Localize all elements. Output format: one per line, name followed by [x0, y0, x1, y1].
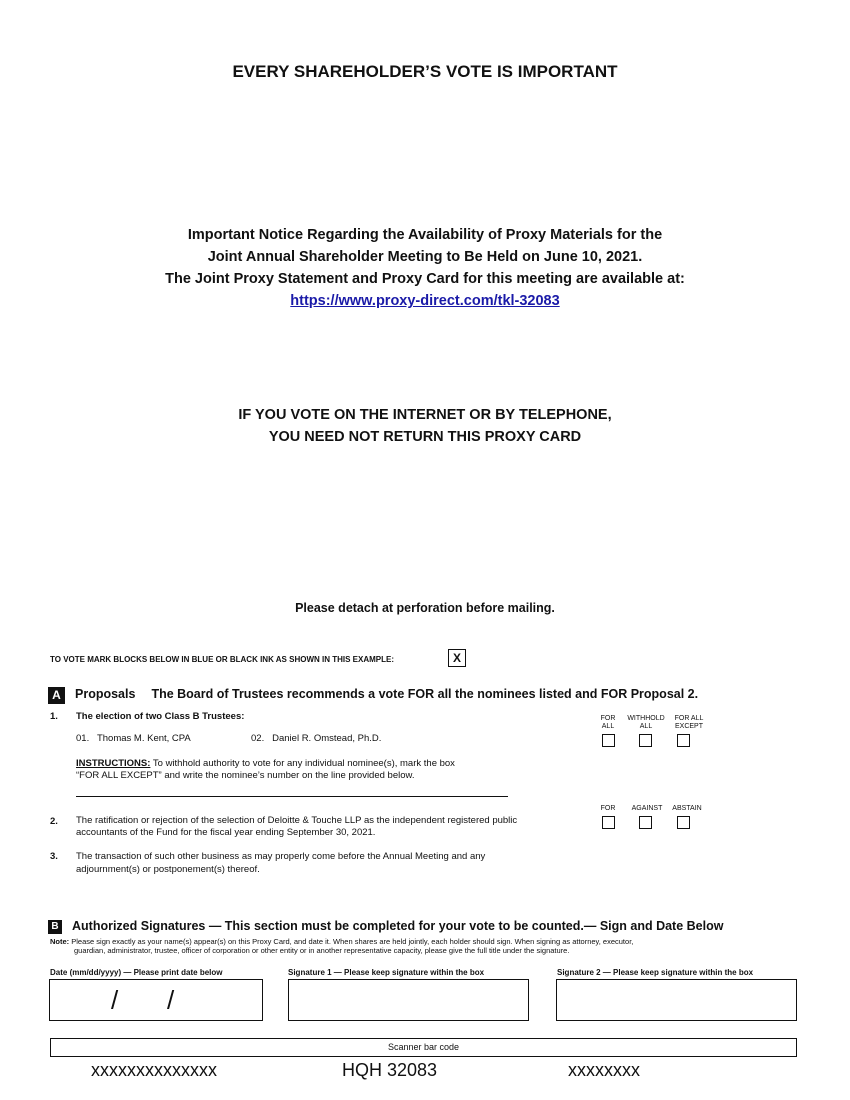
signature-2-box[interactable] [556, 979, 797, 1021]
nominee-2: 02. Daniel R. Omstead, Ph.D. [251, 733, 382, 744]
proposal-3-line-1: The transaction of such other business as may properly come before the Annual Meeting and any [76, 851, 486, 862]
proposal-3-text [76, 850, 566, 876]
proposal-3-line-2: adjournment(s) or postponement(s) thereof. [76, 864, 260, 875]
proposal-2-abstain-checkbox[interactable] [677, 816, 690, 829]
notice-line-2: Joint Annual Shareholder Meeting to Be Held on June 10, 2021. [207, 249, 643, 265]
page-title: EVERY SHAREHOLDER’S VOTE IS IMPORTANT [232, 62, 618, 81]
date-label: Date (mm/dd/yyyy) — Please print date below [50, 968, 223, 977]
proposals-header [75, 687, 698, 701]
vote-online-line-1: IF YOU VOTE ON THE INTERNET OR BY TELEPHONE, [238, 407, 612, 423]
proposal-1-number: 1. [50, 711, 58, 722]
detach-instruction: Please detach at perforation before mailing. [295, 601, 555, 615]
proposal-1-text: The election of two Class B Trustees: [76, 711, 245, 722]
signature-1-box[interactable] [288, 979, 529, 1021]
for-all-except-checkbox[interactable] [677, 734, 690, 747]
instructions-line-2: “FOR ALL EXCEPT” and write the nominee’s number on the line provided below. [76, 770, 415, 781]
col-abstain: ABSTAIN [672, 805, 702, 812]
col-against: AGAINST [631, 805, 663, 812]
vote-example-box: X [448, 649, 466, 667]
footer-code-left: xxxxxxxxxxxxxx [91, 1060, 217, 1080]
notice-line-3: The Joint Proxy Statement and Proxy Card for this meeting are available at: [165, 271, 685, 287]
proposal-2-number: 2. [50, 816, 58, 827]
section-b-badge: B [48, 920, 62, 934]
vote-example-text: TO VOTE MARK BLOCKS BELOW IN BLUE OR BLACK INK AS SHOWN IN THIS EXAMPLE: [50, 655, 394, 664]
for-all-checkbox[interactable] [602, 734, 615, 747]
proxy-notice [0, 224, 850, 312]
footer-code-right: xxxxxxxx [568, 1060, 640, 1080]
withhold-instructions [76, 758, 516, 782]
footer-code-center: HQH 32083 [342, 1060, 438, 1080]
nominee-exception-line[interactable] [76, 796, 508, 797]
proposals-heading: Proposals [75, 687, 136, 701]
board-recommendation: The Board of Trustees recommends a vote FOR all the nominees listed and FOR Proposal 2. [151, 687, 699, 701]
scanner-bar-code: Scanner bar code [50, 1038, 797, 1057]
notice-line-1: Important Notice Regarding the Availability of Proxy Materials for the [187, 227, 663, 243]
date-separator-1: / [111, 985, 119, 1015]
signature-note [50, 937, 800, 955]
signature-1-label: Signature 1 — Please keep signature within the box [288, 968, 485, 977]
proposal-2-line-2: accountants of the Fund for the fiscal year ending September 30, 2021. [76, 827, 376, 838]
withhold-all-checkbox[interactable] [639, 734, 652, 747]
proposal-2-line-1: The ratification or rejection of the selection of Deloitte & Touche LLP as the independent registered public [76, 815, 518, 826]
col-for: FOR [600, 805, 616, 812]
col-withhold-all: WITHHOLD ALL [627, 715, 665, 730]
nominee-1: 01. Thomas M. Kent, CPA [76, 733, 191, 744]
vote-online-line-2: YOU NEED NOT RETURN THIS PROXY CARD [268, 429, 582, 445]
section-a-badge: A [48, 687, 65, 704]
vote-online-notice [0, 404, 850, 448]
proposal-2-against-checkbox[interactable] [639, 816, 652, 829]
proxy-materials-link[interactable]: https://www.proxy-direct.com/tkl-32083 [290, 293, 560, 309]
signature-2-label: Signature 2 — Please keep signature within the box [557, 968, 754, 977]
note-line-2: guardian, administrator, trustee, officer of corporation or other entity or in another representative capacity, please give the full title under the signature. [74, 946, 570, 955]
proposal-3-number: 3. [50, 851, 58, 862]
proposal-2-text [76, 815, 556, 839]
col-for-all: FOR ALL [600, 715, 616, 730]
note-line-1: Please sign exactly as your name(s) appear(s) on this Proxy Card, and date it. When shares are held jointly, each holder should sign. When signing as attorney, executor, [69, 937, 634, 946]
instructions-label: INSTRUCTIONS: [76, 758, 151, 769]
signatures-heading: Authorized Signatures — This section must be completed for your vote to be counted.— Sign and Date Below [72, 919, 724, 933]
date-separator-2: / [167, 985, 175, 1015]
note-label: Note: [50, 937, 70, 946]
date-box[interactable] [49, 979, 263, 1021]
col-for-all-except: FOR ALL EXCEPT [674, 715, 704, 730]
proposal-2-for-checkbox[interactable] [602, 816, 615, 829]
instructions-line-1: To withhold authority to vote for any individual nominee(s), mark the box [150, 758, 455, 769]
